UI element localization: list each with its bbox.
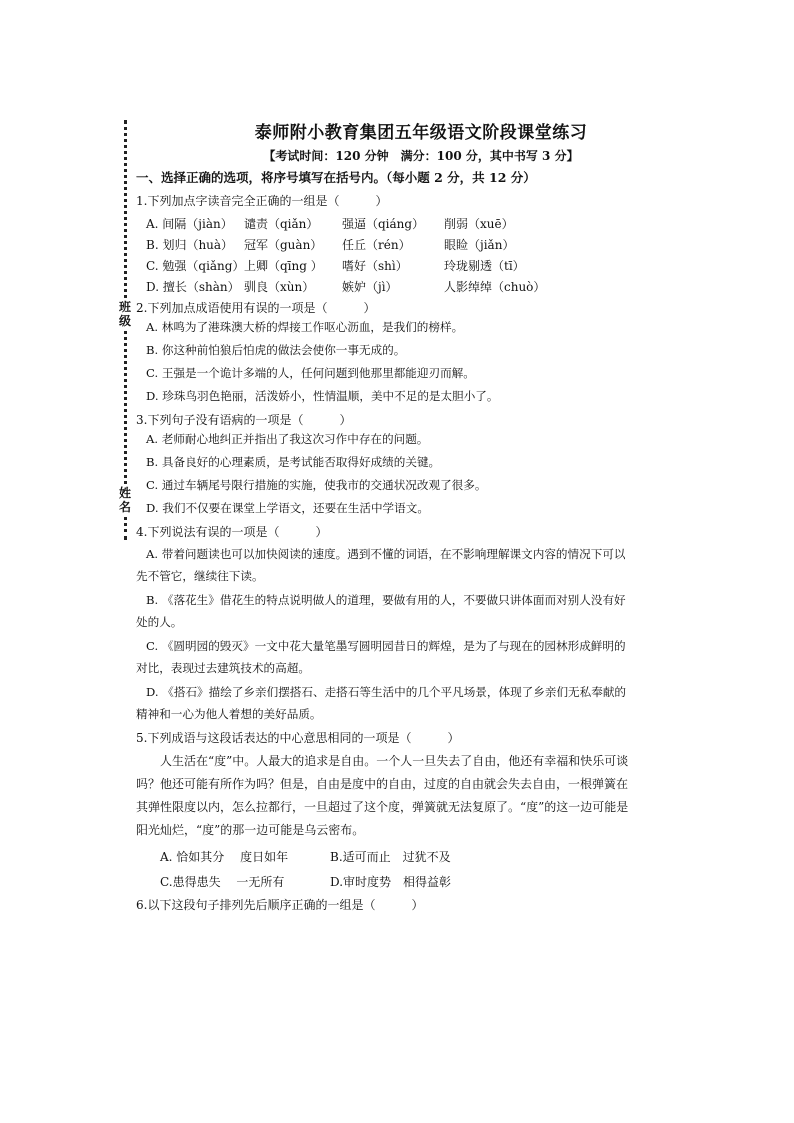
question-2-stem: 2.下列加点成语使用有误的一项是（ ） <box>136 301 376 315</box>
exam-sheet <box>136 112 636 916</box>
q1-cell: 玲珑剔透（tī） <box>444 259 525 273</box>
question-5-choice-b: B.适可而止 过犹不及 <box>330 850 451 864</box>
question-5-passage: 人生活在“度”中。人最大的追求是自由。一个人一旦失去了自由，他还有幸福和快乐可谈吗？他还可能有所作为吗？但是，自由是度中的自由，过度的自由就会失去自由，一根弹簧在其弹性限度以内，怎么拉都行，一旦超过了这个度，弹簧就无法复原了。“度”的这一边可能是阳光灿烂，“度”的那一边可能是乌云密布。 <box>136 754 629 837</box>
question-4-option-b: B. 《落花生》借花生的特点说明做人的道理，要做有用的人，不要做只讲体面而对别人没有好处的人。 <box>136 593 626 629</box>
question-5-stem: 5.下列成语与这段话表达的中心意思相同的一项是（ ） <box>136 731 460 745</box>
question-5-choice-a: A. 恰如其分 度日如年 <box>160 850 289 864</box>
q1-cell: 任丘（rén） <box>342 238 411 252</box>
question-6-stem: 6.以下这段句子排列先后顺序正确的一组是（ ） <box>136 898 424 912</box>
question-2-option-a: A. 林鸣为了港珠澳大桥的焊接工作呕心沥血，是我们的榜样。 <box>146 320 464 334</box>
q1-cell: B. 划归（huà） <box>146 238 234 252</box>
binding-margin-line <box>124 120 127 540</box>
question-2-option-d: D. 珍珠鸟羽色艳丽，活泼娇小，性情温顺，美中不足的是太胆小了。 <box>146 389 499 403</box>
q1-cell: 嗜好（shì） <box>342 259 408 273</box>
question-2-option-b: B. 你这种前怕狼后怕虎的做法会使你一事无成的。 <box>146 343 406 357</box>
question-4-option-c: C. 《圆明园的毁灭》一文中花大量笔墨写圆明园昔日的辉煌，是为了与现在的园林形成鲜明的对比，表现过去建筑技术的高超。 <box>136 639 626 675</box>
q1-cell: 削弱（xuē） <box>444 217 514 231</box>
question-3-stem: 3.下列句子没有语病的一项是（ ） <box>136 413 352 427</box>
q1-cell: D. 擅长（shàn） <box>146 280 240 294</box>
question-5-choice-d: D.审时度势 相得益彰 <box>330 875 452 889</box>
question-2-option-c: C. 王强是一个诡计多端的人，任何问题到他那里都能迎刃而解。 <box>146 366 475 380</box>
question-3-option-c: C. 通过车辆尾号限行措施的实施，使我市的交通状况改观了很多。 <box>146 478 487 492</box>
question-1-options <box>146 215 636 295</box>
q1-cell: 驯良（xùn） <box>244 280 315 294</box>
q1-cell: 人影绰绰（chuò） <box>444 280 546 294</box>
question-4-option-a: A. 带着问题读也可以加快阅读的速度。遇到不懂的词语，在不影响理解课文内容的情况下可以先不管它，继续往下读。 <box>136 547 626 583</box>
question-3-option-a: A. 老师耐心地纠正并指出了我这次习作中存在的问题。 <box>146 432 429 446</box>
q1-cell: 眼睑（jiǎn） <box>444 238 515 252</box>
binding-label-name: 姓名 <box>118 486 131 514</box>
q1-cell: 谴责（qiǎn） <box>244 217 319 231</box>
section-heading: 一、选择正确的选项，将序号填写在括号内。（每小题 2 分，共 12 分） <box>136 170 536 185</box>
q1-cell: 冠军（guàn） <box>244 238 323 252</box>
question-3-option-b: B. 具备良好的心理素质，是考试能否取得好成绩的关键。 <box>146 455 441 469</box>
q1-cell: C. 勉强（qiǎng） <box>146 259 245 273</box>
page-title: 泰师附小教育集团五年级语文阶段课堂练习 <box>254 123 588 143</box>
question-4-option-d: D. 《搭石》描绘了乡亲们摆搭石、走搭石等生活中的几个平凡场景，体现了乡亲们无私奉献的精神和一心为他人着想的美好品质。 <box>136 685 627 721</box>
binding-label-class: 班级 <box>118 300 131 328</box>
q1-cell: 上卿（qīng ） <box>244 259 323 273</box>
question-1-stem: 1.下列加点字读音完全正确的一组是（ ） <box>136 194 388 208</box>
question-4-stem: 4.下列说法有误的一项是（ ） <box>136 525 328 539</box>
q1-cell: A. 间隔（jiàn） <box>146 217 233 231</box>
q1-cell: 强逼（qiáng） <box>342 217 425 231</box>
exam-info: 【考试时间：120 分钟 满分：100 分，其中书写 3 分】 <box>263 149 579 163</box>
question-5-choice-c: C.患得患失 一无所有 <box>160 875 285 889</box>
q1-cell: 嫉妒（jì） <box>342 280 398 294</box>
question-5-choices <box>160 848 636 890</box>
question-3-option-d: D. 我们不仅要在课堂上学语文，还要在生活中学语文。 <box>146 501 429 515</box>
